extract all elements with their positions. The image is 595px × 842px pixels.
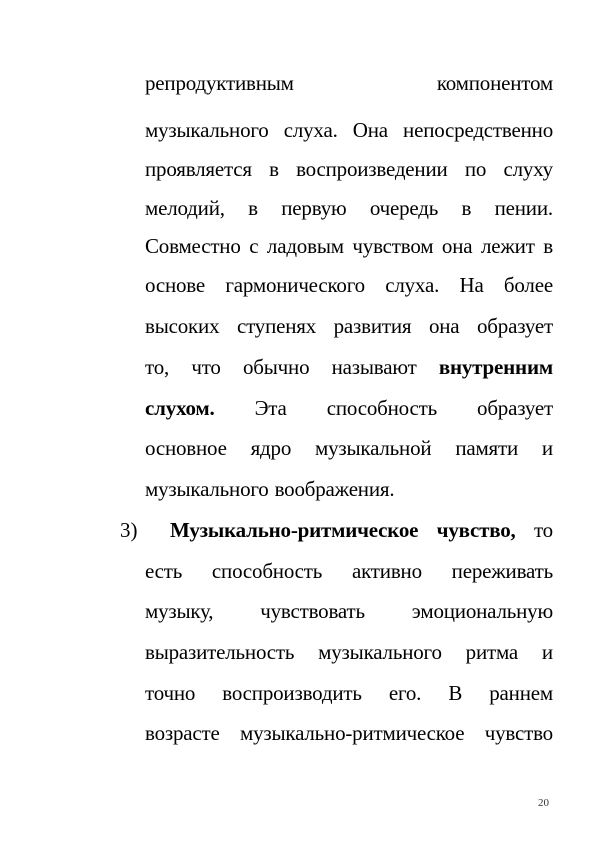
text-line [145, 196, 553, 220]
word: музыку, [145, 599, 214, 623]
word: чувством [352, 234, 434, 258]
word: памяти [455, 436, 519, 460]
word: первую [281, 196, 347, 220]
word: ступенях [236, 314, 317, 338]
word: основное [145, 436, 227, 460]
text-line [145, 234, 553, 258]
text-line [145, 396, 553, 420]
word: гармонического [225, 273, 365, 297]
word: обычно [242, 355, 310, 379]
text-line [145, 273, 553, 297]
word: Эта [254, 396, 287, 420]
word: музыкального [145, 118, 269, 142]
word: На [459, 273, 484, 297]
text-line [145, 314, 553, 338]
word: непосредственно [403, 118, 553, 142]
text-line [145, 71, 553, 95]
word: более [503, 273, 553, 297]
word: слуха. [283, 118, 338, 142]
word: активно [351, 559, 422, 583]
word: музыкально-ритмическое [240, 721, 465, 745]
word: то [533, 518, 553, 542]
text-line [145, 436, 553, 460]
word: чувство [484, 721, 553, 745]
text-line [145, 477, 553, 501]
text-line [170, 518, 553, 542]
word: образует [477, 396, 553, 420]
text-line [145, 640, 553, 664]
text-line [145, 721, 553, 745]
word: способность [211, 559, 323, 583]
word: эмоциональную [411, 599, 553, 623]
word: очередь [369, 196, 439, 220]
word: в [269, 157, 279, 181]
word: слуху [503, 157, 553, 181]
word: она [428, 314, 460, 338]
bold-term: чувство, [436, 518, 516, 542]
text-line [145, 157, 553, 181]
list-marker: 3) [120, 518, 138, 542]
word: музыкального [145, 477, 269, 501]
word: возрасте [145, 721, 220, 745]
word: точно [145, 681, 196, 705]
word: есть [145, 559, 183, 583]
bold-term: внутренним [438, 355, 553, 379]
page-number: 20 [538, 797, 549, 809]
word: воображения. [274, 477, 395, 501]
text-line [145, 355, 553, 379]
word: музыкальной [315, 436, 432, 460]
word: репродуктивным [145, 71, 294, 95]
word: в [543, 234, 553, 258]
word: выразительность [145, 640, 295, 664]
word: что [191, 355, 221, 379]
text-line [145, 599, 553, 623]
word: по [464, 157, 487, 181]
word: его. [388, 681, 422, 705]
word: раннем [489, 681, 553, 705]
word: мелодий, [145, 196, 225, 220]
word: музыкального [318, 640, 442, 664]
word: воспроизводить [222, 681, 362, 705]
word: основе [145, 273, 205, 297]
bold-term: Музыкально-ритмическое [170, 518, 419, 542]
word: компонентом [436, 71, 553, 95]
word: высоких [145, 314, 220, 338]
word: она [441, 234, 473, 258]
word: в [461, 196, 472, 220]
word: и [541, 640, 553, 664]
word: называют [331, 355, 417, 379]
word: способность [326, 396, 437, 420]
word: в [248, 196, 258, 220]
word: образует [477, 314, 553, 338]
word: развития [333, 314, 412, 338]
text-line [145, 681, 553, 705]
word: Она [352, 118, 388, 142]
word: воспроизведении [296, 157, 448, 181]
word: В [448, 681, 463, 705]
word: переживать [451, 559, 553, 583]
word: то, [145, 355, 170, 379]
text-line [145, 559, 553, 583]
text-line [145, 118, 553, 142]
word: и [541, 436, 553, 460]
word: Совместно [145, 234, 241, 258]
word: пении. [494, 196, 553, 220]
bold-term: слухом. [145, 396, 215, 420]
word: чувствовать [260, 599, 365, 623]
word: ядро [250, 436, 292, 460]
word: слуха. [385, 273, 440, 297]
word: проявляется [145, 157, 252, 181]
word: с [249, 234, 259, 258]
word: лежит [480, 234, 535, 258]
word: ритма [465, 640, 519, 664]
word: ладовым [266, 234, 344, 258]
